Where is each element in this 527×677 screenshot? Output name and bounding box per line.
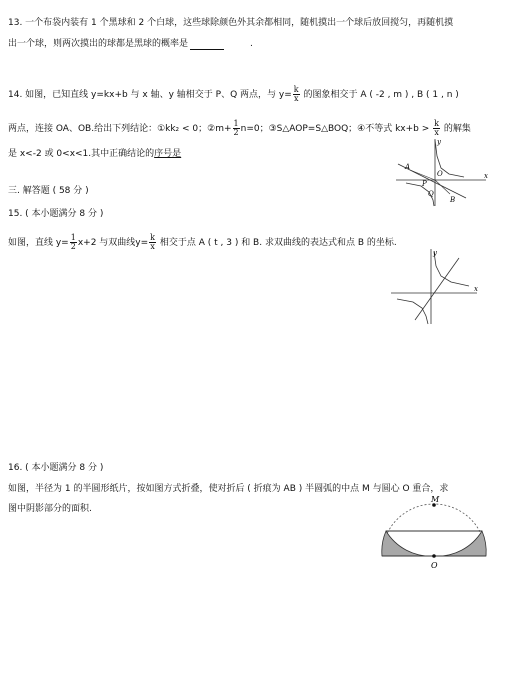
q15-header: 15. ( 本小题满分 8 分 ) <box>8 209 104 219</box>
q14-label-p: P <box>422 180 427 188</box>
q14-conclusions-a: 两点，连接 OA、OB.给出下列结论：①kk₂ < 0；②m+ <box>8 124 232 134</box>
q15-x-label: x <box>474 285 478 293</box>
q13-text-line2 <box>8 38 253 50</box>
q14-text-line3 <box>8 148 181 160</box>
q15-figure <box>389 246 481 326</box>
q16-figure <box>378 495 490 573</box>
q14-segment-oa <box>410 170 435 180</box>
q14-solution-set: 是 x<-2 或 0<x<1.其中正确结论的 <box>8 149 155 159</box>
q15-text-b: x+2 与双曲线y= <box>77 238 149 248</box>
q14-fraction-k-over-x <box>293 86 300 103</box>
q15-hyperbola-branch-2 <box>397 299 428 324</box>
q14-label-o: O <box>437 170 443 178</box>
q14-label-b: B <box>450 196 456 204</box>
q16-label-m: M <box>431 495 440 504</box>
q14-points: 的图象相交于 A ( -2 , m ) , B ( 1 , n ) <box>300 90 459 100</box>
q16-shaded-left <box>382 531 434 556</box>
q14-fraction-half <box>233 120 240 137</box>
q13-end: . <box>250 39 253 49</box>
q15-text-c: 相交于点 A ( t , 3 ) 和 B. 求双曲线的表达式和点 B 的坐标. <box>157 238 397 248</box>
q14-frac-den: x <box>293 94 299 103</box>
q13-text-line1: 13. 一个布袋内装有 1 个黑球和 2 个白球，这些球除颜色外其余都相同，随机摸出一个球后放回搅匀，再随机摸 <box>8 18 454 28</box>
q14-intro: 14. 如图，已知直线 y=kx+b 与 x 轴、y 轴相交于 P、Q 两点，与 y= <box>8 90 292 100</box>
q16-text-line2: 图中阴影部分的面积. <box>8 504 92 514</box>
q14-y-label: y <box>437 138 441 146</box>
q14-answer-underline: 序号是 <box>154 149 182 159</box>
q14-text-line2 <box>8 120 471 137</box>
section-3-heading: 三. 解答题 ( 58 分 ) <box>8 186 89 196</box>
q15-frac-den: x <box>150 242 155 251</box>
q16-point-o <box>432 554 436 558</box>
q14-frac2-num: k <box>434 119 440 128</box>
q14-segment-ob <box>435 180 450 194</box>
q15-half-num: 1 <box>70 233 76 242</box>
q14-conclusions-c: 的解集 <box>441 124 471 134</box>
q14-frac2-den: x <box>434 128 439 137</box>
q14-half-num: 1 <box>233 119 239 128</box>
q13-answer-blank <box>190 40 224 50</box>
q14-frac-num: k <box>293 85 299 94</box>
q14-label-a: A <box>405 163 411 171</box>
q14-x-label: x <box>484 172 488 180</box>
q16-header: 16. ( 本小题满分 8 分 ) <box>8 463 104 473</box>
q13-question: 出一个球，则两次摸出的球都是黑球的概率是 <box>8 39 189 49</box>
q15-half-den: 2 <box>70 242 76 251</box>
q16-text-line1: 如图，半径为 1 的半圆形纸片，按如图方式折叠，使对折后 ( 折痕为 AB ) 半圆弧的中点 M 与圆心 O 重合，求 <box>8 484 449 494</box>
q15-fraction-half <box>70 234 77 251</box>
q14-figure <box>394 136 489 208</box>
q16-label-o: O <box>431 561 438 570</box>
q15-fraction-k-over-x <box>149 234 156 251</box>
q14-half-den: 2 <box>233 128 239 137</box>
q15-y-label: y <box>433 249 437 257</box>
q16-shaded-right <box>434 531 486 556</box>
q14-text-line1 <box>8 86 459 103</box>
q15-text-a: 如图，直线 y= <box>8 238 69 248</box>
q14-fraction-k-over-x-2 <box>433 120 440 137</box>
q15-text <box>8 234 397 251</box>
q14-label-q: Q <box>428 190 434 198</box>
q15-frac-num: k <box>150 233 156 242</box>
q14-conclusions-b: n=0；③S△AOP=S△BOQ；④不等式 kx+b > <box>240 124 433 134</box>
